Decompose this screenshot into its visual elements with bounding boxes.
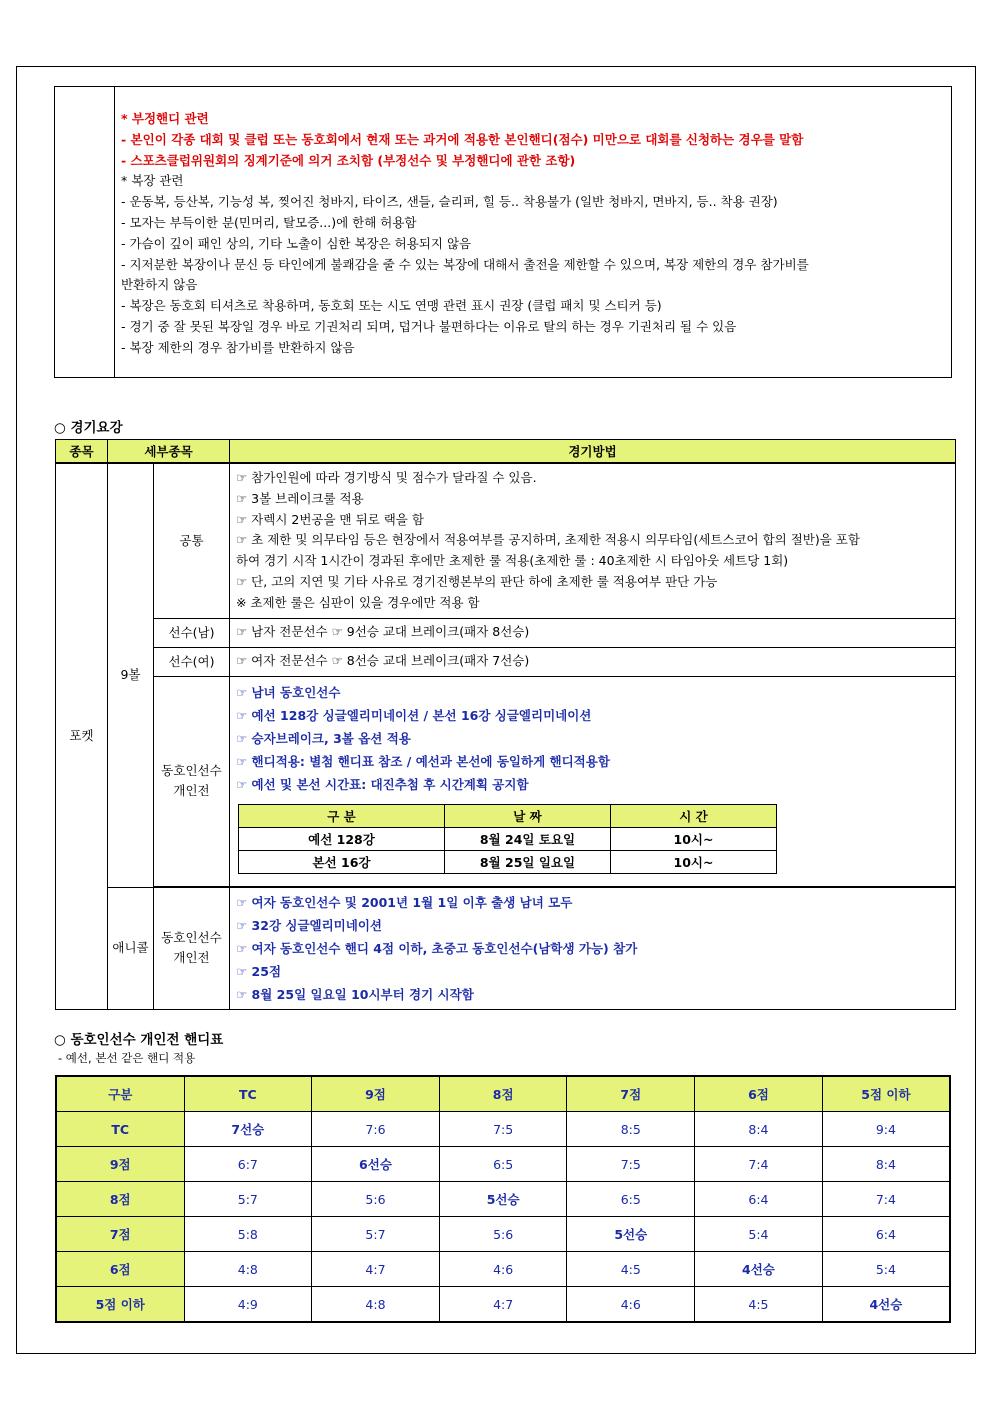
section-title-rules: ○ 경기요강 [54,420,123,436]
handicap-cell: 8:4 [822,1147,950,1182]
handicap-cell: 6:4 [822,1217,950,1252]
handicap-cell: 6선승 [312,1147,440,1182]
handicap-cell: 5:7 [312,1217,440,1252]
handicap-row-header: 7점 [56,1217,184,1252]
handicap-cell: 9:4 [822,1112,950,1147]
note-line: - 운동복, 등산복, 기능성 복, 찢어진 청바지, 타이즈, 샌들, 슬리퍼, 힐 등.. 착용불가 (일반 청바지, 면바지, 등.. 착용 권장) [121,194,778,210]
note-line: - 경기 중 잘 못된 복장일 경우 바로 기권처리 되며, 덥거나 불편하다는 이유로 탈의 하는 경우 기권처리 될 수 있음 [121,318,737,334]
men-rules: ☞ 남자 전문선수 ☞ 9선승 교대 브레이크(패자 8선승) [236,624,530,640]
men-label: 선수(남) [154,618,230,647]
common-rule-line: ☞ 초 제한 및 의무타임 등은 현장에서 적용여부를 공지하며, 초제한 적용시 의무타임(세트스코어 합의 절반)을 포함 [236,532,860,548]
handicap-cell: 5선승 [439,1182,567,1217]
note-line: - 복장은 동호회 티셔츠로 착용하며, 동호회 또는 시도 연맹 관련 표시 권장 (클럽 패치 및 스티커 등) [121,298,662,314]
schedule-table [238,804,777,874]
handicap-header-cell: 9점 [312,1076,440,1112]
handicap-row [56,1147,950,1182]
handicap-cell: 4:7 [439,1287,567,1323]
handicap-cell: 5:7 [184,1182,312,1217]
header-method: 경기방법 [230,440,956,464]
annie-type-line1: 동호인선수 [161,930,222,945]
handicap-table [55,1075,951,1323]
schedule-cell: 본선 16강 [239,850,445,873]
rules-table [55,439,956,1010]
amateur-label [154,676,230,886]
handicap-header-cell: 구분 [56,1076,184,1112]
handicap-row [56,1287,950,1323]
handicap-header-cell: 8점 [439,1076,567,1112]
amateur-label-line1: 동호인선수 [161,763,222,778]
common-rule-line: ※ 초제한 룰은 심판이 있을 경우에만 적용 함 [236,594,480,610]
common-label: 공통 [154,463,230,618]
annie-rules [230,888,955,1009]
handicap-cell: 4:8 [312,1287,440,1323]
amateur-label-line2: 개인전 [173,783,210,798]
handicap-row [56,1112,950,1147]
amateur-rule-line: ☞ 예선 및 본선 시간표: 대진추첨 후 시간계획 공지함 [236,776,529,792]
handicap-row [56,1217,950,1252]
handicap-cell: 4:5 [567,1252,695,1287]
header-event: 종목 [56,440,108,464]
schedule-cell: 10시~ [611,850,777,873]
schedule-cell: 10시~ [611,827,777,850]
note-line: * 부정핸디 관련 [121,111,209,126]
handicap-cell: 8:5 [567,1112,695,1147]
handicap-cell: 5:6 [312,1182,440,1217]
handicap-header-cell: 5점 이하 [822,1076,950,1112]
annie-type [154,887,230,1009]
handicap-row-header: 5점 이하 [56,1287,184,1323]
annie-rule-line: ☞ 여자 동호인선수 및 2001년 1월 1일 이후 출생 남녀 모두 [236,894,573,910]
annie-rule-line: ☞ 여자 동호인선수 핸디 4점 이하, 초중고 동호인선수(남학생 가능) 참가 [236,940,638,956]
handicap-cell: 5:4 [695,1217,823,1252]
handicap-header-cell: TC [184,1076,312,1112]
handicap-cell: 4:7 [312,1252,440,1287]
handicap-header-cell: 6점 [695,1076,823,1112]
handicap-cell: 4:6 [567,1287,695,1323]
handicap-cell: 7:6 [312,1112,440,1147]
notes-left-column [55,87,115,377]
handicap-header-cell: 7점 [567,1076,695,1112]
schedule-header-cell: 구 분 [239,804,445,827]
annie-rule-line: ☞ 25점 [236,963,282,979]
handicap-row [56,1182,950,1217]
note-line: - 모자는 부득이한 분(민머리, 탈모증...)에 한해 허용함 [121,214,417,230]
annie-rule-line: ☞ 32강 싱글엘리미네이션 [236,917,382,933]
note-line: 반환하지 않음 [121,277,198,293]
handicap-cell: 7:5 [439,1112,567,1147]
note-line: * 복장 관련 [121,173,184,189]
amateur-rule-line: ☞ 남녀 동호인선수 [236,684,341,700]
handicap-row [56,1252,950,1287]
amateur-rule-line: ☞ 승자브레이크, 3볼 옵션 적용 [236,730,411,746]
common-rule-line: ☞ 단, 고의 지연 및 기타 사유로 경기진행본부의 판단 하에 초제한 룰 적용여부 판단 가능 [236,573,718,589]
schedule-cell: 예선 128강 [239,827,445,850]
event-pocket: 포켓 [56,463,108,1009]
handicap-cell: 4선승 [822,1287,950,1323]
handicap-cell: 7선승 [184,1112,312,1147]
handicap-cell: 7:4 [822,1182,950,1217]
section-title-handicap: ○ 동호인선수 개인전 핸디표 [54,1032,224,1048]
handicap-cell: 4:9 [184,1287,312,1323]
handicap-cell: 5선승 [567,1217,695,1252]
handicap-row-header: TC [56,1112,184,1147]
handicap-cell: 6:5 [439,1147,567,1182]
handicap-row-header: 6점 [56,1252,184,1287]
handicap-cell: 7:5 [567,1147,695,1182]
annie-label: 애니콜 [108,887,154,1009]
handicap-cell: 6:4 [695,1182,823,1217]
handicap-subtitle: - 예선, 본선 같은 핸디 적용 [58,1051,196,1065]
handicap-cell: 5:4 [822,1252,950,1287]
sub-event-9ball: 9볼 [108,463,154,887]
notes-box [54,86,952,378]
note-line: - 가슴이 깊이 패인 상의, 기타 노출이 심한 복장은 허용되지 않음 [121,235,472,251]
handicap-cell: 6:7 [184,1147,312,1182]
common-rule-line: ☞ 자렉시 2번공을 맨 뒤로 랙을 함 [236,511,424,527]
amateur-rule-line: ☞ 핸디적용: 별첨 핸디표 참조 / 예선과 본선에 동일하게 핸디적용함 [236,753,610,769]
note-line: - 스포츠클럽위원회의 징계기준에 의거 조치함 (부정선수 및 부정핸디에 관한 조항) [121,152,576,168]
schedule-row [239,827,777,850]
handicap-cell: 5:8 [184,1217,312,1252]
women-label: 선수(여) [154,647,230,676]
schedule-cell: 8월 25일 일요일 [445,850,611,873]
schedule-header-cell: 날 짜 [445,804,611,827]
handicap-row-header: 9점 [56,1147,184,1182]
handicap-cell: 4선승 [695,1252,823,1287]
annie-type-line2: 개인전 [173,950,210,965]
handicap-cell: 6:5 [567,1182,695,1217]
schedule-row [239,850,777,873]
annie-rule-line: ☞ 8월 25일 일요일 10시부터 경기 시작함 [236,986,474,1002]
handicap-cell: 8:4 [695,1112,823,1147]
header-sub-event: 세부종목 [108,440,230,464]
handicap-row-header: 8점 [56,1182,184,1217]
handicap-cell: 4:6 [439,1252,567,1287]
common-rules [230,465,955,617]
note-line: - 본인이 각종 대회 및 클럽 또는 동호회에서 현재 또는 과거에 적용한 본인핸디(점수) 미만으로 대회를 신청하는 경우를 말함 [121,131,804,147]
handicap-cell: 7:4 [695,1147,823,1182]
handicap-cell: 5:6 [439,1217,567,1252]
women-rules: ☞ 여자 전문선수 ☞ 8선승 교대 브레이크(패자 7선승) [236,653,530,669]
common-rule-line: ☞ 3볼 브레이크룰 적용 [236,490,364,506]
amateur-rules [230,678,955,885]
common-rule-line: 하여 경기 시작 1시간이 경과된 후에만 초제한 룰 적용(초제한 룰 : 40초제한 시 타임아웃 세트당 1회) [236,553,789,569]
common-rule-line: ☞ 참가인원에 따라 경기방식 및 점수가 달라질 수 있음. [236,469,537,485]
note-line: - 지저분한 복장이나 문신 등 타인에게 불쾌감을 줄 수 있는 복장에 대해서 출전을 제한할 수 있으며, 복장 제한의 경우 참가비를 [121,256,809,272]
amateur-rule-line: ☞ 예선 128강 싱글엘리미네이션 / 본선 16강 싱글엘리미네이션 [236,707,592,723]
schedule-header-cell: 시 간 [611,804,777,827]
handicap-cell: 4:8 [184,1252,312,1287]
notes-lines [121,109,947,359]
schedule-cell: 8월 24일 토요일 [445,827,611,850]
handicap-cell: 4:5 [695,1287,823,1323]
note-line: - 복장 제한의 경우 참가비를 반환하지 않음 [121,339,355,355]
